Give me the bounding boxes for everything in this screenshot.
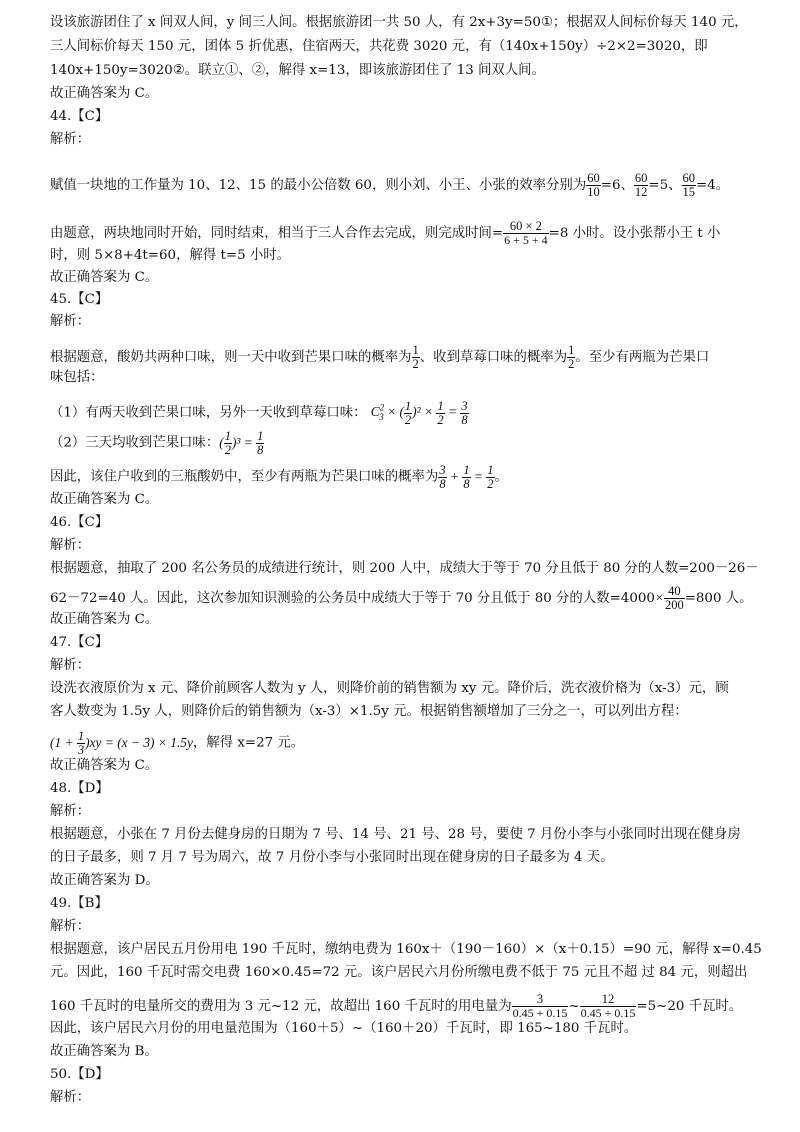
fraction: $\frac{1}{2}$ — [404, 398, 412, 427]
fraction: $\frac{1}{3}$ — [77, 729, 85, 757]
text-line: 140x+150y=3020②。联立①、②，解得 x=13，即该旅游团住了 13 间双人间。 — [50, 63, 545, 78]
text-line: 根据题意，抽取了 200 名公务员的成绩进行统计，则 200 人中，成绩大于等于 70 分且低于 80 分的人数=200－26－ — [50, 561, 759, 576]
fraction: $\frac{1}{8}$ — [463, 463, 470, 491]
text-line: 160 千瓦时的电量所交的费用为 3 元~12 元，故超出 160 千瓦时的用电量为 $\frac{3}{0.45 + 0.15}$ ~ $\frac{12}{0.45 + 0.15}$ =5~20 千瓦时。 — [50, 992, 743, 1020]
text-line: （2）三天均收到芒果口味：( $\frac{1}{2}$ )³ = $\frac{1}{8}$ — [50, 429, 264, 457]
formula: (1 + $\frac{1}{3}$ )xy = (x − 3) × 1.5y — [50, 729, 193, 757]
fraction: $\frac{1}{2}$ — [412, 343, 419, 371]
question-number: 45.【C】 — [50, 292, 109, 307]
formula: $\frac{3}{8}$ + $\frac{1}{8}$ = $\frac{1}{2}$ — [439, 463, 494, 491]
analysis-label: 解析： — [50, 132, 91, 147]
text-line: 故正确答案为 C。 — [50, 612, 159, 627]
fraction: $\frac{60 \times 2}{6 + 5 + 4}$ — [504, 219, 548, 247]
fraction: $\frac{60}{15}$ — [682, 171, 695, 199]
text-line: 因此，该户居民六月份的用电量范围为（160＋5）~（160＋20）千瓦时，即 165~180 千瓦时。 — [50, 1021, 638, 1036]
text-line: 62－72=40 人。因此，这次参加知识测验的公务员中成绩大于等于 70 分且低于 80 分的人数=4000× $\frac{40}{200}$ =800 人。 — [50, 584, 753, 612]
analysis-label: 解析： — [50, 314, 91, 329]
fraction: $\frac{1}{2}$ — [437, 398, 444, 427]
text-line: 设洗衣液原价为 x 元、降价前顾客人数为 y 人，则降价前的销售额为 xy 元。降价后，洗衣液价格为（x-3）元，顾 — [50, 681, 729, 696]
fraction: $\frac{1}{2}$ — [487, 463, 494, 491]
fraction: $\frac{3}{0.45 + 0.15}$ — [512, 992, 568, 1020]
text-line: 三人间标价每天 150 元，团体 5 折优惠，住宿两天，共花费 3020 元，有（140x+150y）÷2×2=3020，即 — [50, 39, 708, 54]
text-line: 故正确答案为 C。 — [50, 492, 159, 507]
question-number: 47.【C】 — [50, 635, 109, 650]
question-number: 44.【C】 — [50, 109, 109, 124]
analysis-label: 解析： — [50, 658, 91, 673]
text-line: 根据题意，该户居民五月份用电 190 千瓦时，缴纳电费为 160x＋（190－160）×（x＋0.15）=90 元，解得 x=0.45 — [50, 942, 762, 957]
fraction: $\frac{60}{12}$ — [634, 171, 648, 199]
text-line: 赋值一块地的工作量为 10、12、15 的最小公倍数 60，则小刘、小王、小张的效率分别为 $\frac{60}{10}$ =6、 $\frac{60}{12}$ =5、 $\frac{60}{15}$ =4。 — [50, 171, 730, 199]
fraction: $\frac{12}{0.45 + 0.15}$ — [580, 992, 636, 1020]
fraction: $\frac{1}{2}$ — [224, 429, 231, 457]
question-number: 49.【B】 — [50, 896, 108, 911]
analysis-label: 解析： — [50, 1090, 91, 1105]
text-line: 设该旅游团住了 x 间双人间，y 间三人间。根据旅游团一共 50 人，有 2x+3y=50①；根据双人间标价每天 140 元， — [50, 15, 748, 30]
question-number: 46.【C】 — [50, 515, 109, 530]
fraction: $\frac{3}{8}$ — [439, 463, 446, 491]
text-line: 故正确答案为 D。 — [50, 873, 159, 888]
text-line: (1 + $\frac{1}{3}$ )xy = (x − 3) × 1.5y，解得 x=27 元。 — [50, 729, 305, 757]
text-line: 故正确答案为 C。 — [50, 270, 159, 285]
text-line: 根据题意，小张在 7 月份去健身房的日期为 7 号、14 号、21 号、28 号，要使 7 月份小李与小张同时出现在健身房 — [50, 827, 741, 842]
fraction: $\frac{3}{8}$ — [461, 398, 468, 427]
question-number: 48.【D】 — [50, 781, 109, 796]
question-number: 50.【D】 — [50, 1067, 109, 1082]
text-line: （1）有两天收到芒果口味，另外一天收到草莓口味： $C^2_3$ × ( $\frac{1}{2}$ )² × $\frac{1}{2}$ = $\frac{3}{8}$ — [50, 398, 468, 427]
fraction: $\frac{60}{10}$ — [587, 171, 600, 199]
analysis-label: 解析： — [50, 538, 91, 553]
fraction: $\frac{1}{2}$ — [568, 343, 575, 371]
text-line: 因此，该住户收到的三瓶酸奶中，至少有两瓶为芒果口味的概率为 $\frac{3}{8}$ + $\frac{1}{8}$ = $\frac{1}{2}$ 。 — [50, 463, 508, 491]
fraction: $\frac{40}{200}$ — [664, 584, 684, 612]
analysis-label: 解析： — [50, 804, 91, 819]
analysis-label: 解析： — [50, 919, 91, 934]
text-line: 根据题意，酸奶共两种口味，则一天中收到芒果口味的概率为 $\frac{1}{2}$ 、收到草莓口味的概率为 $\frac{1}{2}$ 。至少有两瓶为芒果口 — [50, 343, 710, 371]
formula: $C^2_3$ × ( $\frac{1}{2}$ )² × $\frac{1}{2}$ = $\frac{3}{8}$ — [370, 398, 468, 427]
text-line: 故正确答案为 B。 — [50, 1044, 158, 1059]
formula: ( $\frac{1}{2}$ )³ = $\frac{1}{8}$ — [219, 429, 264, 457]
text-line: 味包括： — [50, 370, 104, 385]
text-line: 客人数变为 1.5y 人，则降价后的销售额为（x-3）×1.5y 元。根据销售额增加了三分之一，可以列出方程： — [50, 704, 688, 719]
text-line: 元。因此，160 千瓦时需交电费 160×0.45=72 元。该户居民六月份所缴电费不低于 75 元且不超 过 84 元，则超出 — [50, 965, 748, 980]
fraction: $\frac{1}{8}$ — [257, 429, 264, 457]
text-line: 故正确答案为 C。 — [50, 86, 159, 101]
text-line: 的日子最多，则 7 月 7 号为周六，故 7 月份小李与小张同时出现在健身房的日子最多为 4 天。 — [50, 850, 614, 865]
text-line: 时，则 5×8+4t=60，解得 t=5 小时。 — [50, 248, 291, 263]
text-line: 故正确答案为 C。 — [50, 758, 159, 773]
text-line: 由题意，两块地同时开始，同时结束，相当于三人合作去完成，则完成时间= $\frac{60 \times 2}{6 + 5 + 4}$ =8 小时。设小张帮小王 t 小 — [50, 219, 721, 247]
